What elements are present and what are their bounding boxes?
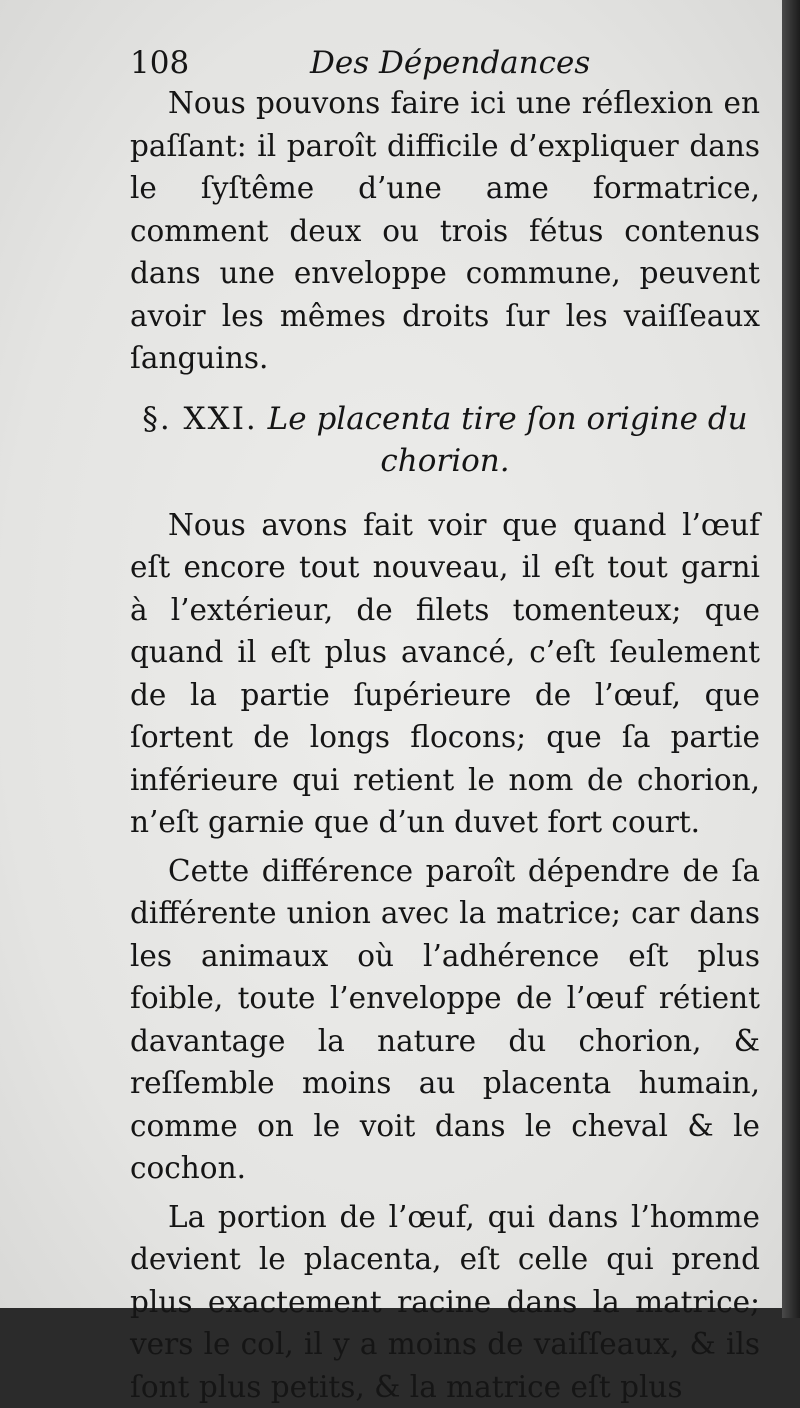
running-head: Des Dépendances (310, 42, 590, 85)
page-body (130, 82, 760, 1408)
section-number: §. XXI. (142, 401, 257, 437)
page-number: 108 (130, 42, 189, 85)
paragraph-1: Nous pouvons faire ici une réflexion en paſſant: il paroît difficile d’expliquer dans le ſyſtême d’une ame formatrice, comment deux ou trois fétus contenus dans une enveloppe commune, peuvent avoir les mêmes droits ſur les vaiſſeaux ſanguins. (130, 82, 760, 380)
page-header (130, 38, 760, 82)
section-title: Le placenta tire ſon origine du chorion. (268, 401, 748, 479)
paragraph-4: La portion de l’œuf, qui dans l’homme devient le placenta, eſt celle qui prend plus exactement racine dans la matrice; vers le col, il y a moins de vaiſſeaux, & ils ſont plus petits, & la matrice eſt plus (130, 1196, 760, 1408)
book-spine-shadow (782, 0, 800, 1318)
paragraph-2: Nous avons fait voir que quand l’œuf eſt encore tout nouveau, il eſt tout garni à l’extérieur, de filets tomenteux; que quand il eſt plus avancé, c’eſt ſeulement de la partie ſupérieure de l’œuf, que ſortent de longs flocons; que ſa partie inférieure qui retient le nom de chorion, n’eſt garnie que d’un duvet fort court. (130, 504, 760, 844)
paragraph-3: Cette différence paroît dépendre de ſa différente union avec la matrice; car dans les animaux où l’adhérence eſt plus foible, toute l’enveloppe de l’œuf rétient davantage la nature du chorion, & reſſemble moins au placenta humain, comme on le voit dans le cheval & le cochon. (130, 850, 760, 1190)
section-heading (130, 398, 760, 482)
